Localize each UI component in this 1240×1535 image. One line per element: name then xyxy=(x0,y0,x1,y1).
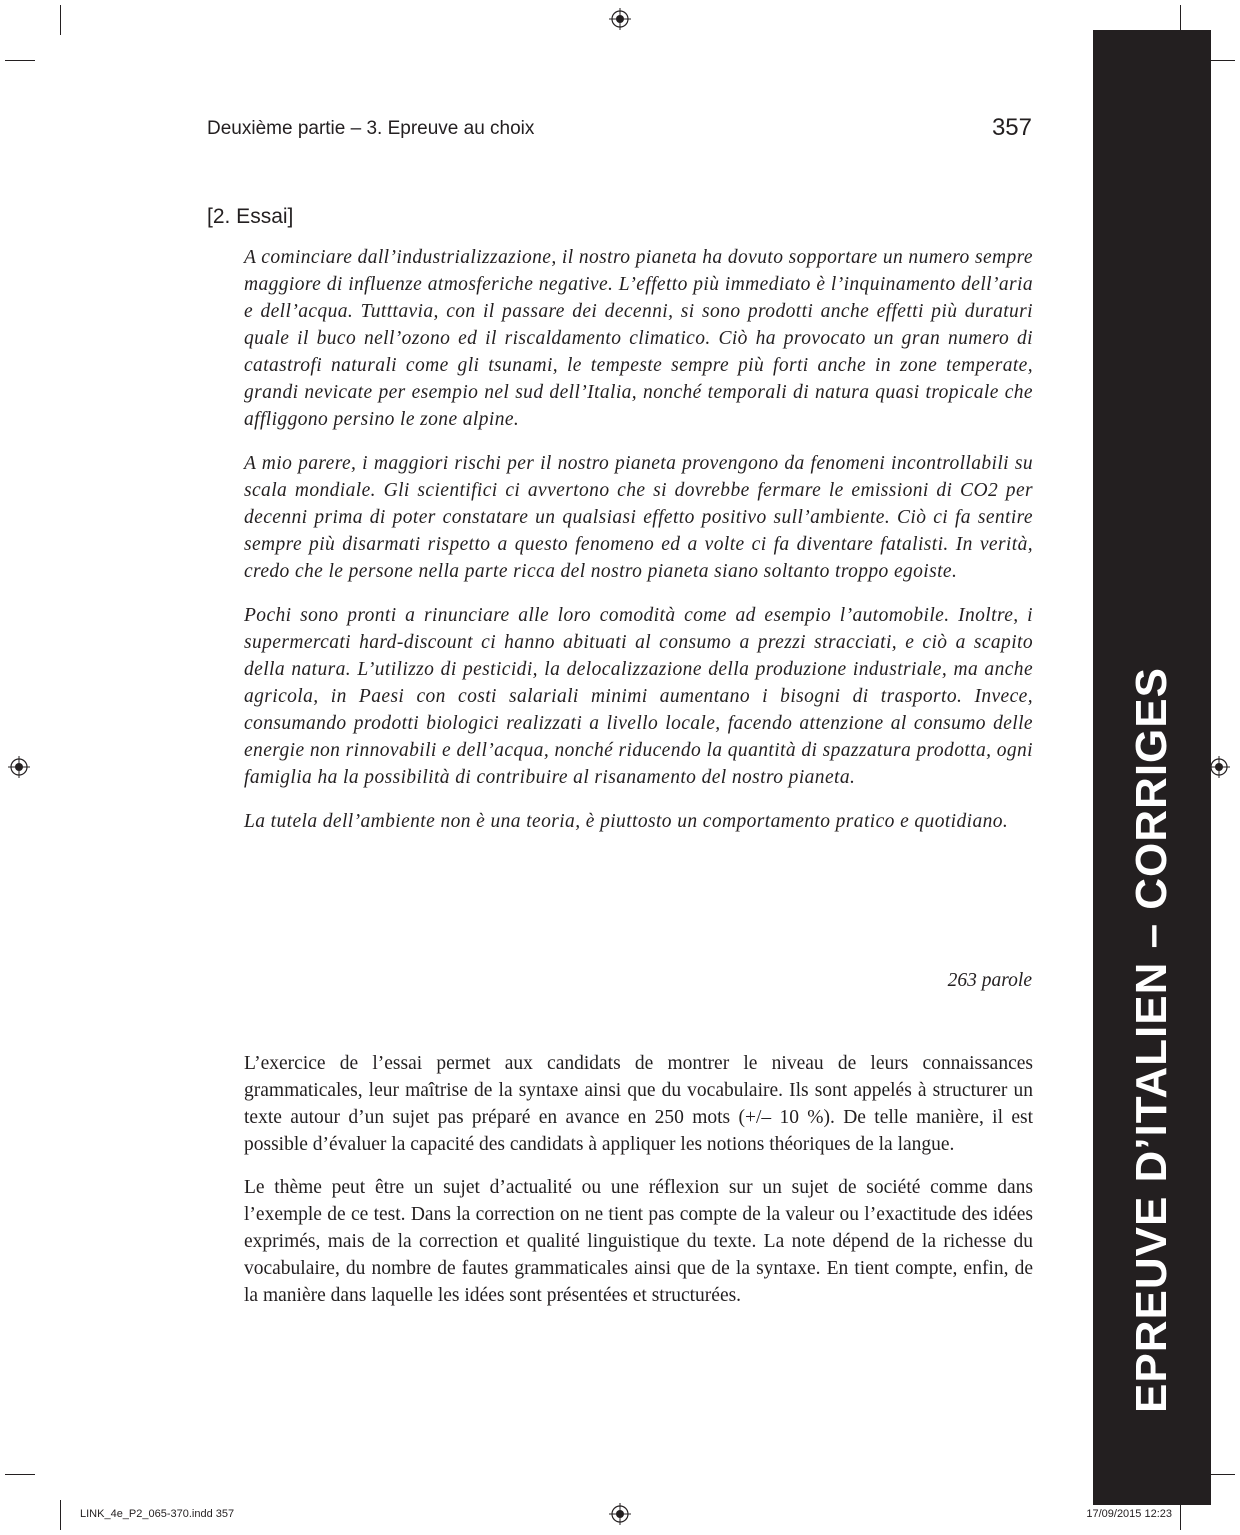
commentary-text xyxy=(244,1050,1033,1325)
crop-mark xyxy=(5,60,35,61)
registration-mark-icon xyxy=(609,1503,631,1525)
registration-mark-icon xyxy=(8,756,30,778)
registration-mark-icon xyxy=(609,8,631,30)
essay-paragraph: Pochi sono pronti a rinunciare alle loro comodità come ad esempio l’automobile. Inoltre, i supermercati hard-discount ci hanno abituati al consumo a prezzi stracciati, e ciò a scapito della natura. L’utilizzo di pesticidi, la delocalizzazione della produzione industriale, ma anche agricola, in Paesi con costi salariali minimi aumentano i bisogni di trasporto. Invece, consumando prodotti biologici realizzati a livello locale, facendo attenzione al consumo delle energie non rinnovabili e dell’acqua, nonché riducendo la quantità di spazzatura prodotta, ogni famiglia ha la possibilità di contribuire al risanamento del nostro pianeta. xyxy=(244,605,1033,788)
essay-paragraph: A mio parere, i maggiori rischi per il nostro pianeta provengono da fenomeni incontrollabili su scala mondiale. Gli scientifici ci avvertono che si dovrebbe fermare le emissioni di CO2 per decenni prima di poter constatare un qualsiasi effetto positivo sull’ambiente. Ciò ci fa sentire sempre più disarmati rispetto a questo fenomeno ed a volte ci fa diventare fatalisti. In verità, credo che le persone nella parte ricca del nostro pianeta siano soltanto troppo egoiste. xyxy=(244,453,1033,582)
sidebar-label: EPREUVE D’ITALIEN – CORRIGES xyxy=(1127,667,1176,1413)
crop-mark xyxy=(60,1500,61,1530)
file-info: LINK_4e_P2_065-370.indd 357 xyxy=(80,1508,235,1520)
page-number: 357 xyxy=(991,114,1032,141)
section-title: [2. Essai] xyxy=(207,205,294,228)
commentary-paragraph: Le thème peut être un sujet d’actualité ou une réflexion sur un sujet de société comme dans l’exemple de ce test. Dans la correction on ne tient pas compte de la valeur ou l’exactitude des idées exprimés, mais de la correction et qualité linguistique du texte. La note dépend de la richesse du vocabulaire, du nombre de fautes grammaticales ainsi que de la syntaxe. En tient compte, enfin, de la manière dans laquelle les idées sont présentées et structurées. xyxy=(244,1177,1033,1306)
registration-mark-icon xyxy=(1208,756,1230,778)
crop-mark xyxy=(60,5,61,35)
essay-text xyxy=(244,244,1033,852)
running-title: Deuxième partie – 3. Epreuve au choix xyxy=(207,118,535,139)
commentary-paragraph: L’exercice de l’essai permet aux candidats de montrer le niveau de leurs connaissances grammaticales, leur maîtrise de la syntaxe ainsi que du vocabulaire. Ils sont appelés à structurer un texte autour d’un sujet pas préparé en avance en 250 mots (+/– 10 %). De telle manière, il est possible d’évaluer la capacité des candidats à appliquer les notions théoriques de la langue. xyxy=(244,1053,1033,1155)
essay-paragraph: A cominciare dall’industrializzazione, il nostro pianeta ha dovuto sopportare un numero sempre maggiore di influenze atmosferiche negative. L’effetto più immediato è l’inquinamento dell’aria e dell’acqua. Tutttavia, con il passare dei decenni, si sono prodotti anche effetti più duraturi quale il buco nell’ozono ed il riscaldamento climatico. Ciò ha provocato un gran numero di catastrofi naturali come gli tsunami, le tempeste sempre più forti anche in zone temperate, grandi nevicate per esempio nel sud dell’Italia, nonché temporali di natura quasi tropicale che affliggono persino le zone alpine. xyxy=(244,247,1033,430)
print-date: 17/09/2015 12:23 xyxy=(1086,1508,1172,1520)
essay-paragraph: La tutela dell’ambiente non è una teoria, è piuttosto un comportamento pratico e quotidiano. xyxy=(244,811,1009,832)
crop-mark xyxy=(5,1474,35,1475)
word-count: 263 parole xyxy=(947,970,1032,991)
